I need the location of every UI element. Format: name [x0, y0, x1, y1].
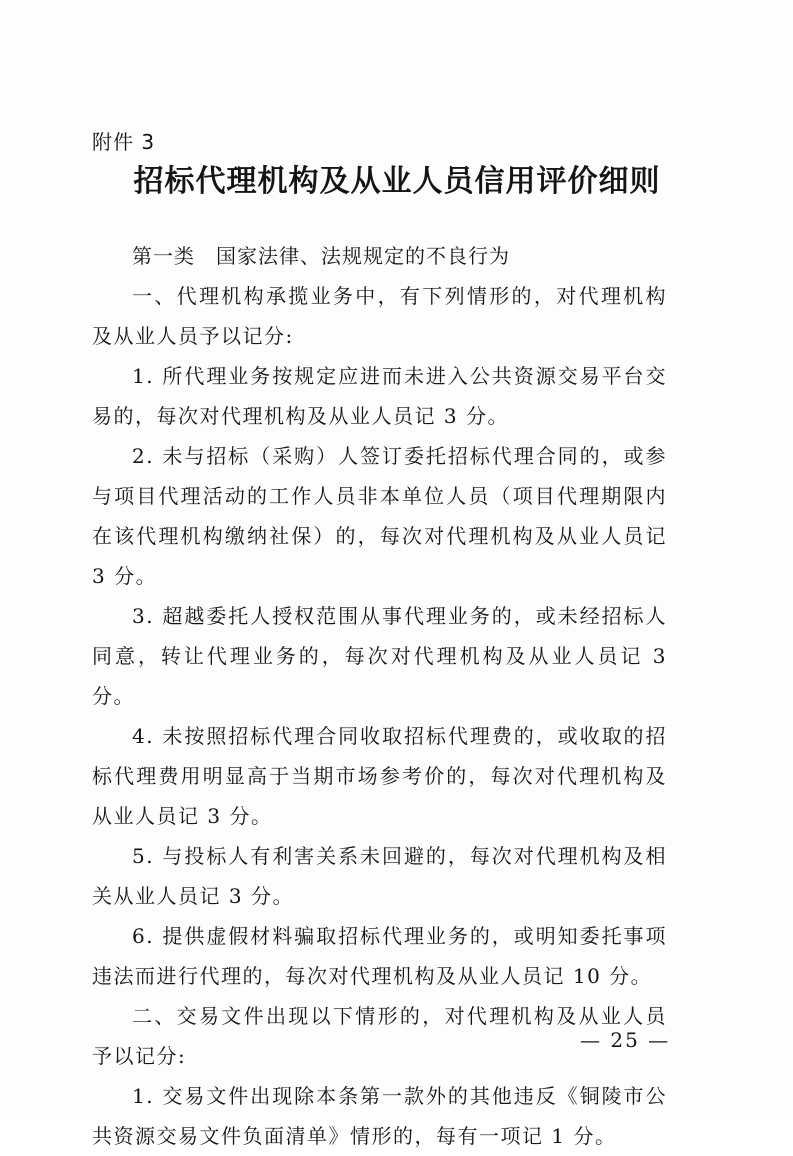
- paragraph-item-1: 1. 所代理业务按规定应进而未进入公共资源交易平台交易的，每次对代理机构及从业人员记 3 分。: [92, 364, 667, 428]
- paragraph-item-5: 5. 与投标人有利害关系未回避的，每次对代理机构及相关从业人员记 3 分。: [92, 844, 667, 908]
- paragraph-clause-2-item-1: 1. 交易文件出现除本条第一款外的其他违反《铜陵市公共资源交易文件负面清单》情形的，每有一项记 1 分。: [92, 1084, 667, 1148]
- paragraph-clause-1: 一、代理机构承揽业务中，有下列情形的，对代理机构及从业人员予以记分:: [92, 284, 667, 348]
- paragraph-item-4: 4. 未按照招标代理合同收取招标代理费的，或收取的招标代理费用明显高于当期市场参考价的，每次对代理机构及从业人员记 3 分。: [92, 724, 667, 828]
- paragraph-item-3: 3. 超越委托人授权范围从事代理业务的，或未经招标人同意，转让代理业务的，每次对代理机构及从业人员记 3 分。: [92, 604, 667, 708]
- section-heading: 第一类 国家法律、法规规定的不良行为: [132, 244, 510, 268]
- document-body: [92, 236, 667, 1156]
- paragraph-item-6: 6. 提供虚假材料骗取招标代理业务的，或明知委托事项违法而进行代理的，每次对代理机构及从业人员记 10 分。: [92, 924, 667, 988]
- page-number: — 25 —: [580, 1028, 671, 1052]
- document-title: 招标代理机构及从业人员信用评价细则: [133, 164, 661, 199]
- attachment-label: 附件 3: [92, 130, 156, 154]
- paragraph-item-2: 2. 未与招标（采购）人签订委托招标代理合同的，或参与项目代理活动的工作人员非本单位人员（项目代理期限内在该代理机构缴纳社保）的，每次对代理机构及从业人员记 3 分。: [92, 444, 667, 588]
- paragraph-clause-2: 二、交易文件出现以下情形的，对代理机构及从业人员予以记分:: [92, 1004, 667, 1068]
